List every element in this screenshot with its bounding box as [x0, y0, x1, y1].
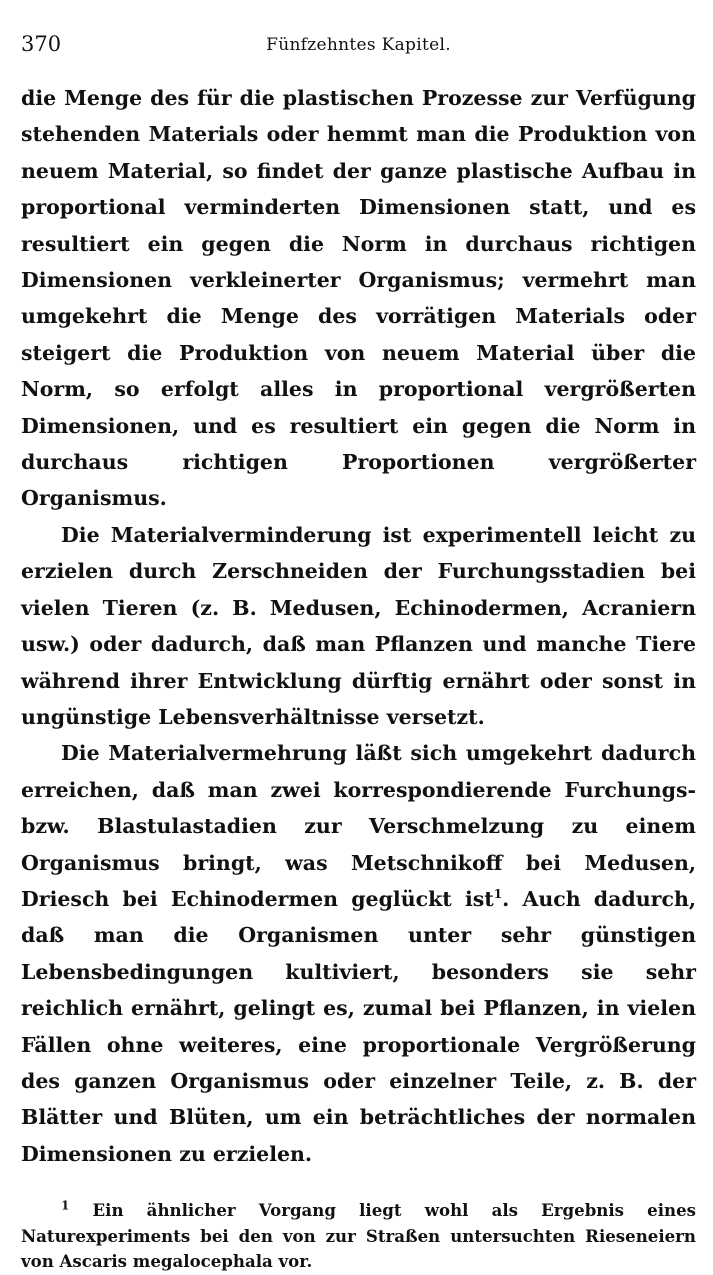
- footnote-marker: 1: [61, 1198, 70, 1213]
- footnote: [21, 1198, 696, 1275]
- paragraph-text-after-note: . Auch dadurch, daß man die Organismen unter sehr günstigen Lebensbedingungen kultiviert, besonders sie sehr reichlich ernährt, gelingt es, zumal bei Pflanzen, in vielen Fällen ohne weiteres, eine proportionale Vergrößerung des ganzen Organismus oder einzelner Teile, z. B. der Blätter und Blüten, um ein beträchtliches der normalen Dimensionen zu erzielen.: [21, 886, 696, 1166]
- footnote-reference: 1: [493, 887, 503, 902]
- paragraph-material-reduction: Die Materialverminderung ist experimentell leicht zu erzielen durch Zerschneiden der Furchungsstadien bei vielen Tieren (z. B. Medusen, Echinodermen, Acraniern usw.) oder dadurch, daß man Pflanzen und manche Tiere während ihrer Entwicklung dürftig ernährt oder sonst in ungünstige Lebensverhältnisse versetzt.: [21, 522, 696, 729]
- footnote-text-block: [21, 1198, 696, 1275]
- body-text: [21, 80, 696, 1172]
- paragraph-continued: die Menge des für die plastischen Prozesse zur Verfügung stehenden Materials oder hemmt man die Produktion von neuem Material, so findet der ganze plastische Aufbau in proportional verminderten Dimensionen statt, und es resultiert ein gegen die Norm in durchaus richtigen Dimensionen verkleinerter Organismus; vermehrt man umgekehrt die Menge des vorrätigen Materials oder steigert die Produktion von neuem Material über die Norm, so erfolgt alles in proportional vergrößerten Dimensionen, und es resultiert ein gegen die Norm in durchaus richtigen Proportionen vergrößerter Organismus.: [21, 86, 696, 511]
- footnote-text: Ein ähnlicher Vorgang liegt wohl als Ergebnis eines Naturexperiments bei den von zur Straßen untersuchten Rieseneiern von Ascaris megalocephala vor.: [21, 1200, 696, 1272]
- book-page: [21, 30, 696, 1275]
- running-head: [21, 30, 696, 60]
- chapter-title: Fünfzehntes Kapitel.: [266, 35, 451, 55]
- paragraph-text-before-note: Die Materialvermehrung läßt sich umgekehrt dadurch erreichen, daß man zwei korrespondierende Furchungs- bzw. Blastulastadien zur Verschmelzung zu einem Organismus bringt, was Metschnikoff bei Medusen, Driesch bei Echinodermen geglückt ist: [21, 741, 696, 911]
- paragraph-material-increase: [21, 735, 696, 1172]
- page-number: 370: [21, 32, 62, 56]
